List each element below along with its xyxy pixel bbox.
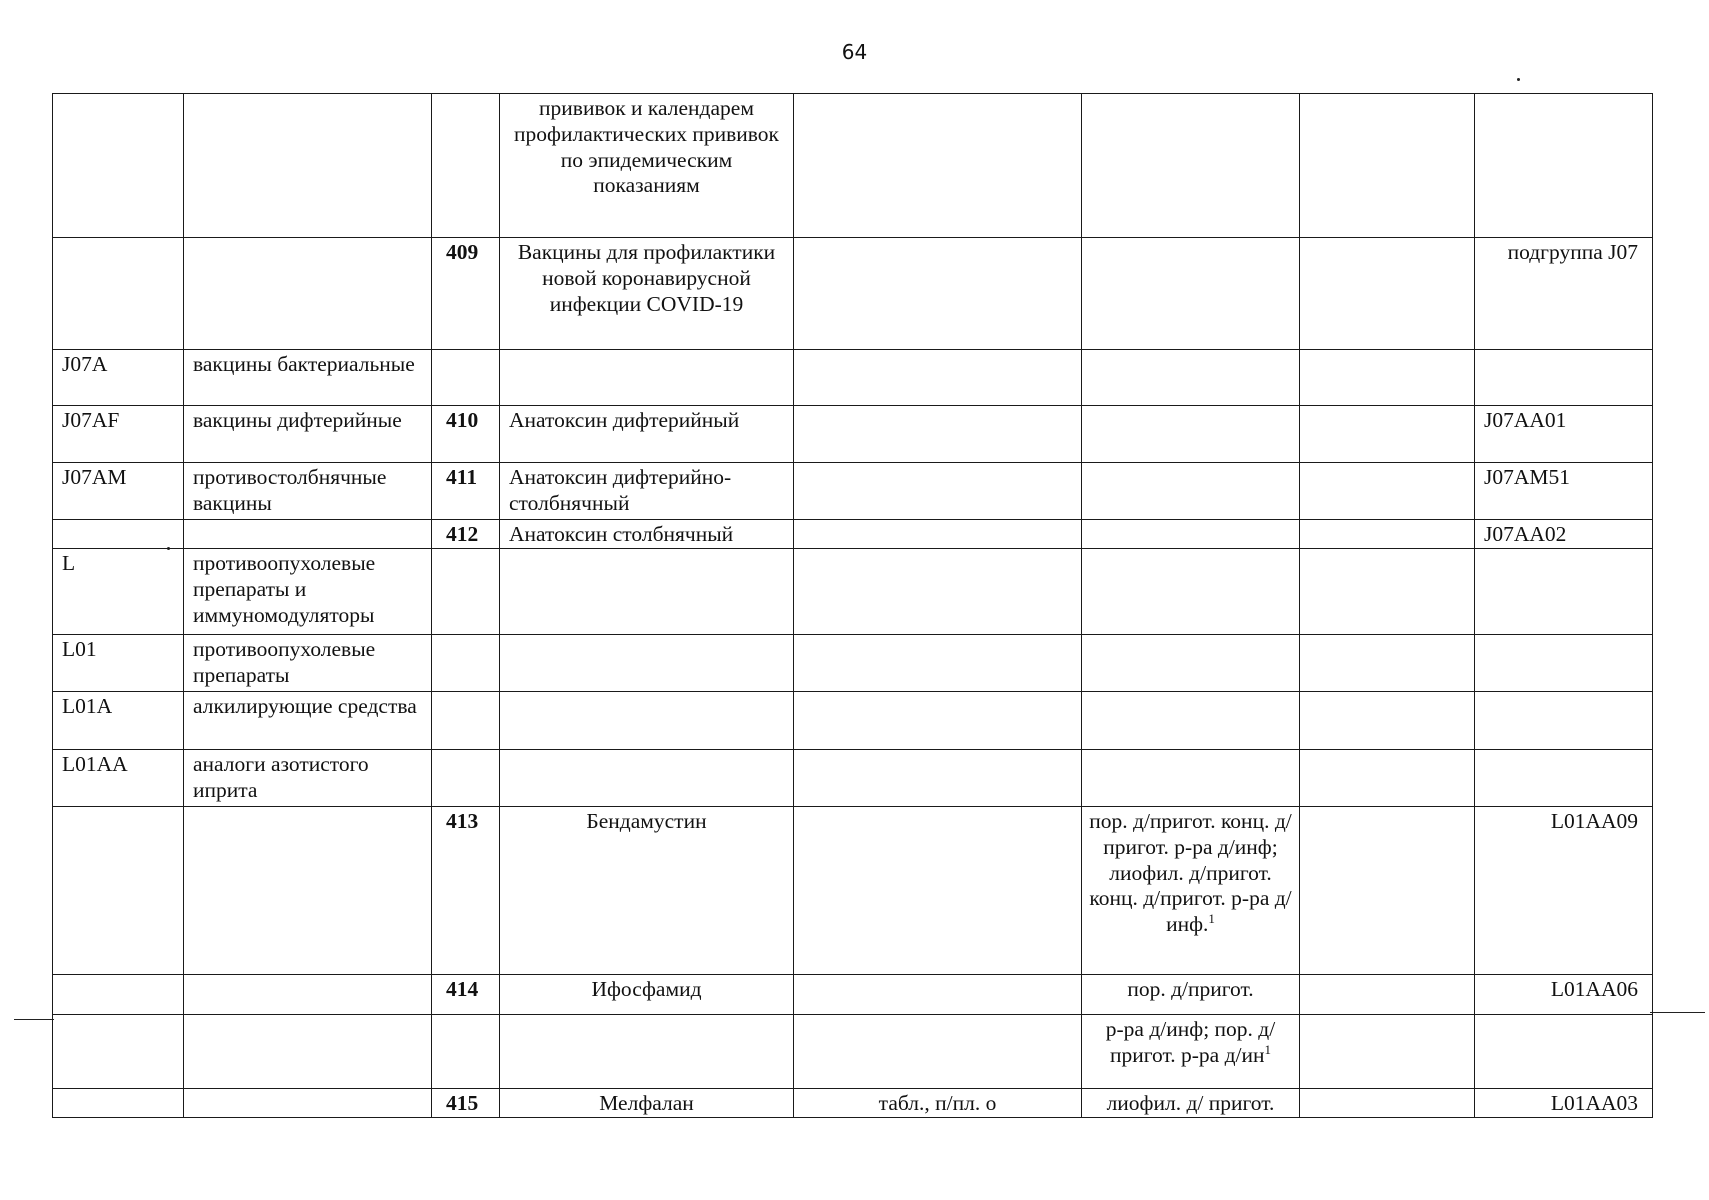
page-rule-left xyxy=(14,1019,54,1020)
dosage-form-cell xyxy=(1082,549,1300,635)
atc-code-cell xyxy=(1475,750,1653,807)
atc-code-cell: подгруппа J07 xyxy=(1475,238,1653,350)
atc-group-code-cell: L01A xyxy=(53,692,184,750)
drug-name-cell: Мелфалан xyxy=(500,1089,794,1118)
column-5-cell xyxy=(794,94,1082,238)
item-number-cell xyxy=(432,750,500,807)
drug-name-cell xyxy=(500,635,794,692)
atc-group-code-cell: J07AM xyxy=(53,463,184,520)
dosage-form-cell xyxy=(1082,635,1300,692)
column-7-cell xyxy=(1300,1015,1475,1089)
dosage-form-cell xyxy=(1082,350,1300,406)
footnote-marker: 1 xyxy=(1208,911,1215,927)
column-7-cell xyxy=(1300,406,1475,463)
dosage-form-cell xyxy=(1082,238,1300,350)
item-number-cell: 412 xyxy=(432,520,500,549)
column-7-cell xyxy=(1300,1089,1475,1118)
drug-name-cell xyxy=(500,692,794,750)
drug-list-table xyxy=(52,93,1653,1118)
atc-group-name-cell xyxy=(184,1015,432,1089)
item-number-cell: 410 xyxy=(432,406,500,463)
atc-code-cell xyxy=(1475,1015,1653,1089)
table-row xyxy=(53,692,1653,750)
column-7-cell xyxy=(1300,549,1475,635)
item-number-cell xyxy=(432,549,500,635)
atc-code-cell: L01AA06 xyxy=(1475,975,1653,1015)
atc-group-code-cell: L01AA xyxy=(53,750,184,807)
column-5-cell xyxy=(794,520,1082,549)
column-5-cell xyxy=(794,975,1082,1015)
column-7-cell xyxy=(1300,975,1475,1015)
atc-group-code-cell xyxy=(53,975,184,1015)
item-number-cell xyxy=(432,1015,500,1089)
dosage-form-cell xyxy=(1082,520,1300,549)
atc-group-code-cell xyxy=(53,238,184,350)
dosage-form-cell: р-ра д/инф; пор. д/пригот. р-ра $д/ин^1$ xyxy=(1082,1015,1300,1089)
table-row xyxy=(53,975,1653,1015)
atc-group-code-cell: J07A xyxy=(53,350,184,406)
atc-group-name-cell: аналоги азотистого иприта xyxy=(184,750,432,807)
atc-group-name-cell xyxy=(184,238,432,350)
column-7-cell xyxy=(1300,750,1475,807)
atc-code-cell: L01AA03 xyxy=(1475,1089,1653,1118)
atc-group-code-cell xyxy=(53,807,184,975)
drug-name-cell xyxy=(500,350,794,406)
drug-name-cell: Анатоксин дифтерийный xyxy=(500,406,794,463)
atc-code-cell xyxy=(1475,94,1653,238)
item-number-cell: 413 xyxy=(432,807,500,975)
atc-code-cell xyxy=(1475,635,1653,692)
column-5-cell xyxy=(794,406,1082,463)
atc-group-name-cell xyxy=(184,520,432,549)
column-7-cell xyxy=(1300,635,1475,692)
atc-code-cell: J07AA02 xyxy=(1475,520,1653,549)
dosage-form-cell: пор. д/пригот. xyxy=(1082,975,1300,1015)
atc-code-cell xyxy=(1475,692,1653,750)
drug-name-cell: Ифосфамид xyxy=(500,975,794,1015)
stray-mark xyxy=(1517,78,1520,81)
column-5-cell xyxy=(794,635,1082,692)
atc-group-code-cell: L xyxy=(53,549,184,635)
table-row xyxy=(53,1089,1653,1118)
dosage-form-cell xyxy=(1082,463,1300,520)
column-7-cell xyxy=(1300,692,1475,750)
dosage-form-cell: лиофил. д/ пригот. xyxy=(1082,1089,1300,1118)
drug-name-cell: Анатоксин столбнячный xyxy=(500,520,794,549)
atc-group-name-cell xyxy=(184,94,432,238)
column-7-cell xyxy=(1300,238,1475,350)
atc-group-name-cell: вакцины дифтерийные xyxy=(184,406,432,463)
column-7-cell xyxy=(1300,807,1475,975)
atc-group-name-cell: вакцины бактериальные xyxy=(184,350,432,406)
table-row xyxy=(53,94,1653,238)
atc-group-code-cell xyxy=(53,1015,184,1089)
page-number: 64 xyxy=(841,40,868,64)
item-number-cell: 409 xyxy=(432,238,500,350)
atc-group-code-cell: J07AF xyxy=(53,406,184,463)
drug-name-cell xyxy=(500,750,794,807)
atc-group-code-cell: L01 xyxy=(53,635,184,692)
atc-group-name-cell: алкилирующие средства xyxy=(184,692,432,750)
drug-name-cell: Вакцины для профилактики новой коронавирусной инфекции COVID-19 xyxy=(500,238,794,350)
table-row xyxy=(53,406,1653,463)
item-number-cell xyxy=(432,350,500,406)
column-7-cell xyxy=(1300,94,1475,238)
dosage-form-cell xyxy=(1082,94,1300,238)
atc-code-cell: J07AA01 xyxy=(1475,406,1653,463)
column-5-cell xyxy=(794,350,1082,406)
table-row xyxy=(53,463,1653,520)
table-body xyxy=(53,94,1653,1118)
atc-group-code-cell xyxy=(53,94,184,238)
atc-code-cell: J07AM51 xyxy=(1475,463,1653,520)
item-number-cell xyxy=(432,94,500,238)
column-5-cell xyxy=(794,807,1082,975)
drug-name-cell xyxy=(500,549,794,635)
drug-name-cell: прививок и календарем профилактических прививок по эпидемическим показаниям xyxy=(500,94,794,238)
column-5-cell xyxy=(794,692,1082,750)
atc-group-name-cell xyxy=(184,975,432,1015)
column-5-cell xyxy=(794,463,1082,520)
page-rule-right xyxy=(1650,1012,1705,1013)
atc-group-name-cell: противоопухолевые препараты и иммуномодуляторы xyxy=(184,549,432,635)
atc-code-cell xyxy=(1475,350,1653,406)
item-number-cell: 414 xyxy=(432,975,500,1015)
table-row xyxy=(53,807,1653,975)
dosage-form-cell xyxy=(1082,406,1300,463)
table-row xyxy=(53,635,1653,692)
table-row xyxy=(53,350,1653,406)
table-row xyxy=(53,520,1653,549)
atc-code-cell: L01AA09 xyxy=(1475,807,1653,975)
atc-group-code-cell xyxy=(53,1089,184,1118)
column-7-cell xyxy=(1300,463,1475,520)
dosage-form-cell: пор. д/пригот. конц. д/пригот. р-ра д/инф; лиофил. д/пригот. конц. д/пригот. р-ра д/инф.$^1$ xyxy=(1082,807,1300,975)
item-number-cell: 415 xyxy=(432,1089,500,1118)
item-number-cell xyxy=(432,692,500,750)
atc-group-name-cell xyxy=(184,807,432,975)
column-5-cell xyxy=(794,549,1082,635)
atc-code-cell xyxy=(1475,549,1653,635)
atc-group-name-cell xyxy=(184,1089,432,1118)
table-row xyxy=(53,1015,1653,1089)
column-5-cell: табл., п/пл. о xyxy=(794,1089,1082,1118)
table-row xyxy=(53,750,1653,807)
column-5-cell xyxy=(794,238,1082,350)
drug-name-cell xyxy=(500,1015,794,1089)
drug-name-cell: Бендамустин xyxy=(500,807,794,975)
drug-name-cell: Анатоксин дифтерийно-столбнячный xyxy=(500,463,794,520)
dosage-form-cell xyxy=(1082,750,1300,807)
atc-group-code-cell xyxy=(53,520,184,549)
table-row xyxy=(53,549,1653,635)
atc-group-name-cell: противоопухолевые препараты xyxy=(184,635,432,692)
atc-group-name-cell: противостолбнячные вакцины xyxy=(184,463,432,520)
item-number-cell xyxy=(432,635,500,692)
dosage-form-cell xyxy=(1082,692,1300,750)
item-number-cell: 411 xyxy=(432,463,500,520)
table-row xyxy=(53,238,1653,350)
footnote-marker: 1 xyxy=(1264,1041,1272,1057)
column-5-cell xyxy=(794,1015,1082,1089)
column-7-cell xyxy=(1300,520,1475,549)
column-7-cell xyxy=(1300,350,1475,406)
column-5-cell xyxy=(794,750,1082,807)
